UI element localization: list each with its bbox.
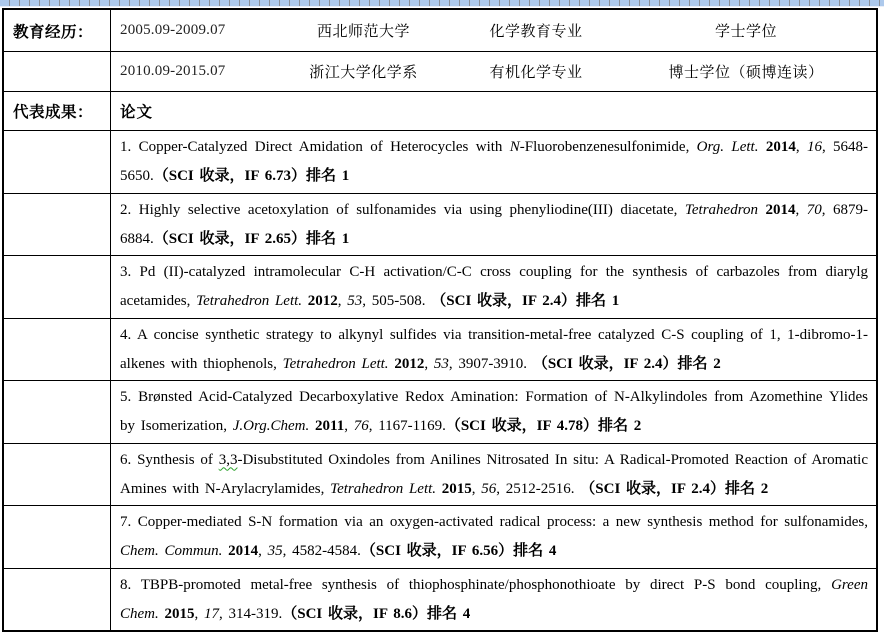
education-degree: 博士学位（硕博连读） (668, 65, 824, 81)
education-row (4, 51, 876, 91)
publication-row (4, 318, 876, 381)
publication-cell (111, 444, 876, 506)
publication-cell (111, 194, 876, 256)
publication-row (4, 380, 876, 443)
publication-label-empty (4, 131, 111, 193)
publication-citation: 3. Pd (II)-catalyzed intramolecular C-H activation/C-C cross coupling for the synthesis of carbazoles from diarylg acetamides, Tetrahedron Lett. 2012, 53, 505-508. （SCI 收录，IF 2.4）排名 1 (120, 264, 868, 309)
publication-cell (111, 569, 876, 631)
publication-row (4, 443, 876, 506)
publication-citation: 7. Copper-mediated S-N formation via an oxygen-activated radical process: a new synthesis method for sulfonamides, Chem. Commun. 2014, 35, 4582-4584.（SCI 收录，IF 6.56）排名 4 (120, 514, 868, 559)
achievements-section-cell (111, 92, 876, 130)
publication-citation: 2. Highly selective acetoxylation of sulfonamides via using phenyliodine(III) diacetate, Tetrahedron 2014, 70, 6879-6884.（SCI 收录，IF 2.65）排名 1 (120, 201, 869, 247)
publication-label-empty (4, 569, 111, 631)
education-degree: 学士学位 (714, 24, 777, 40)
publication-label-empty (4, 381, 111, 443)
cv-table (2, 8, 878, 632)
publication-label-empty (4, 256, 111, 318)
publication-label-empty (4, 319, 111, 381)
publication-row (4, 130, 876, 193)
education-content (111, 52, 876, 91)
publication-cell (111, 256, 876, 318)
publication-row (4, 505, 876, 568)
ruler-strip (0, 0, 884, 7)
publication-citation: 5. Brønsted Acid-Catalyzed Decarboxylative Redox Amination: Formation of N-Alkylindoles from Azomethine Ylides by Isomerization, J.Org.Chem. 2011, 76, 1167-1169.（SCI 收录，IF 4.78）排名 2 (120, 389, 868, 434)
education-label-empty (4, 52, 111, 91)
education-entry (111, 52, 876, 91)
education-period: 2005.09-2009.07 (120, 22, 226, 38)
education-entry (111, 10, 876, 51)
publication-label-empty (4, 194, 111, 256)
publication-citation: 4. A concise synthetic strategy to alkynyl sulfides via transition-metal-free catalyzed C-S coupling of 1, 1-dibromo-1-alkenes with thiophenols, Tetrahedron Lett. 2012, 53, 3907-3910. （SCI 收录，IF 2.4）排名 2 (120, 326, 868, 372)
publication-label-empty (4, 506, 111, 568)
achievements-section-row (4, 91, 876, 130)
achievements-label: 代表成果： (4, 92, 111, 130)
publication-cell (111, 506, 876, 568)
education-row (4, 10, 876, 51)
publication-citation: 6. Synthesis of 3,3-Disubstituted Oxindoles from Anilines Nitrosated In situ: A Radical-Promoted Reaction of Aromatic Amines with N-Arylacrylamides, Tetrahedron Lett. 2015, 56, 2512-2516. （SCI 收录，IF 2.4）排名 2 (120, 451, 868, 497)
publication-row (4, 193, 876, 256)
education-major: 化学教育专业 (489, 24, 583, 40)
education-major: 有机化学专业 (489, 65, 583, 81)
education-content (111, 10, 876, 51)
education-school: 浙江大学化学系 (309, 65, 418, 81)
publication-citation: 8. TBPB-promoted metal-free synthesis of thiophosphinate/phosphonothioate by direct P-S bond coupling, Green Chem. 2015, 17, 314-319.（SCI 收录，IF 8.6）排名 4 (120, 576, 868, 622)
publication-cell (111, 319, 876, 381)
publication-row (4, 568, 876, 631)
education-school: 西北师范大学 (316, 24, 410, 40)
papers-section-title: 论文 (120, 104, 154, 121)
education-period: 2010.09-2015.07 (120, 63, 226, 79)
publication-cell (111, 381, 876, 443)
publication-row (4, 255, 876, 318)
education-label: 教育经历： (4, 10, 111, 51)
publication-label-empty (4, 444, 111, 506)
publication-cell (111, 131, 876, 193)
publication-citation: 1. Copper-Catalyzed Direct Amidation of Heterocycles with N-Fluorobenzenesulfonimide, Org. Lett. 2014, 16, 5648-5650.（SCI 收录，IF 6.73）排名 1 (120, 139, 869, 184)
